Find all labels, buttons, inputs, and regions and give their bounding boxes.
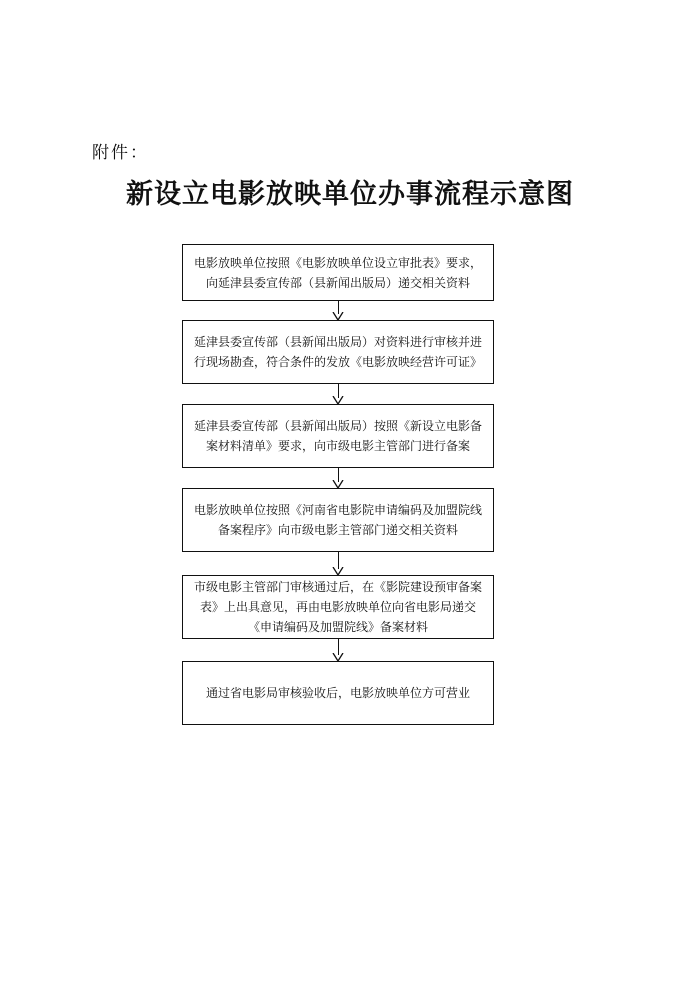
flow-arrow-2 <box>332 384 344 404</box>
attachment-label: 附件： <box>92 143 149 163</box>
page-title: 新设立电影放映单位办事流程示意图 <box>126 179 574 210</box>
flow-step-5-text: 市级电影主管部门审核通过后，在《影院建设预审备案表》上出具意见，再由电影放映单位向省电影局递交《申请编码及加盟院线》备案材料 <box>193 580 482 634</box>
flow-step-1 <box>182 244 494 301</box>
flow-arrow-5 <box>332 639 344 661</box>
flow-step-4-text: 电影放映单位按照《河南省电影院申请编码及加盟院线备案程序》向市级电影主管部门递交相关资料 <box>193 503 482 537</box>
flow-arrow-3 <box>332 468 344 488</box>
flow-step-6 <box>182 661 494 725</box>
flow-step-4 <box>182 488 494 552</box>
flow-step-2-text: 延津县委宣传部（县新闻出版局）对资料进行审核并进行现场勘查，符合条件的发放《电影放映经营许可证》 <box>193 335 482 369</box>
flow-step-2 <box>182 320 494 384</box>
flow-arrow-1 <box>332 301 344 320</box>
flow-step-3-text: 延津县委宣传部（县新闻出版局）按照《新设立电影备案材料清单》要求，向市级电影主管部门进行备案 <box>193 419 482 453</box>
flow-arrow-4 <box>332 552 344 575</box>
flow-step-1-text: 电影放映单位按照《电影放映单位设立审批表》要求，向延津县委宣传部（县新闻出版局）递交相关资料 <box>193 255 482 290</box>
flow-step-6-text: 通过省电影局审核验收后，电影放映单位方可营业 <box>205 686 470 700</box>
flow-step-3 <box>182 404 494 468</box>
flow-step-5 <box>182 575 494 639</box>
